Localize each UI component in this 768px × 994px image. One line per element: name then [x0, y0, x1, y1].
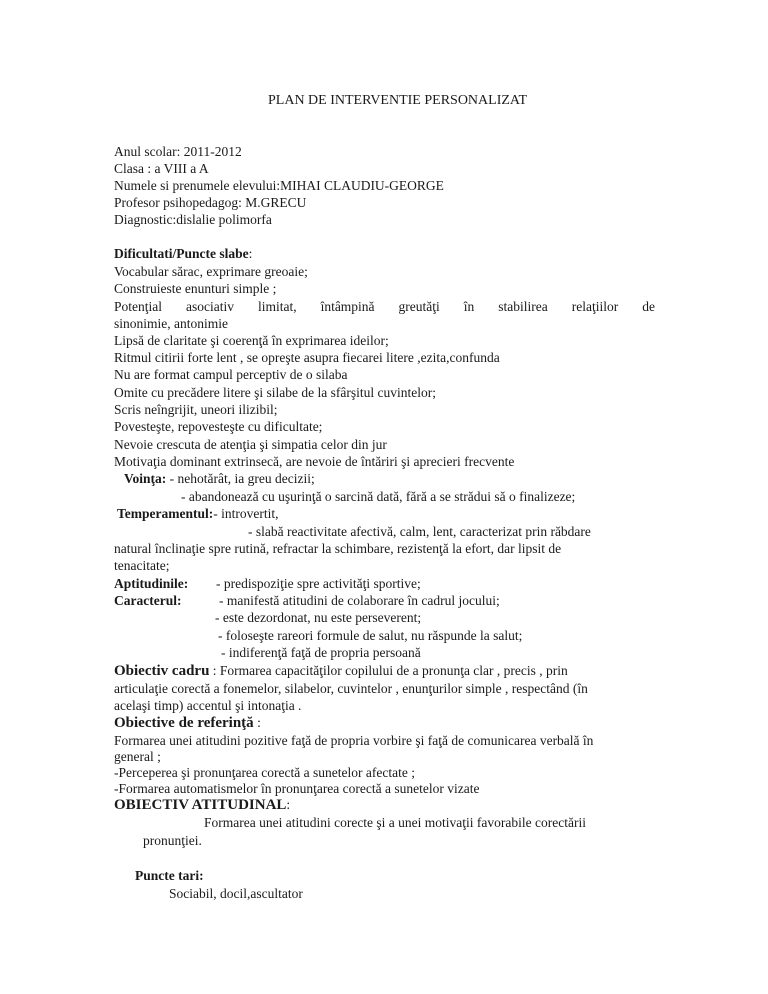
- aptitudini-text: - predispoziţie spre activităţi sportive;: [216, 576, 421, 591]
- obiective-referinta-label: Obiective de referinţă: [114, 715, 254, 731]
- difficulty-line: Omite cu precădere litere şi silabe de la sfârşitul cuvintelor;: [114, 385, 436, 400]
- obiectiv-atitudinal-label: OBIECTIV ATITUDINAL: [114, 797, 287, 813]
- obiectiv-cadru-line-1: : Formarea capacităţilor copilului de a pronunţa clar , precis , prin: [209, 663, 568, 678]
- obiectiv-cadru-row: [114, 663, 568, 679]
- student-name: Numele si prenumele elevului:MIHAI CLAUDIU-GEORGE: [114, 178, 444, 193]
- difficulty-line: Nevoie crescuta de atenţia şi simpatia celor din jur: [114, 437, 387, 452]
- difficulty-line: Vocabular sărac, exprimare greoaie;: [114, 264, 308, 279]
- difficulty-line: Scris neîngrijit, uneori ilizibil;: [114, 402, 278, 417]
- referinta-line: -Formarea automatismelor în pronunţarea corectă a sunetelor vizate: [114, 781, 480, 796]
- diagnosis: Diagnostic:dislalie polimorfa: [114, 212, 272, 227]
- justified-word: de: [642, 299, 655, 314]
- referinta-line: general ;: [114, 749, 161, 764]
- obiectiv-cadru-label: Obiectiv cadru: [114, 663, 210, 679]
- obiectiv-atitudinal-line-2: pronunţiei.: [143, 833, 202, 848]
- difficulty-line: Construieste enunturi simple ;: [114, 281, 277, 296]
- caracter-line: - este dezordonat, nu este perseverent;: [215, 610, 422, 625]
- vointa-line-1: - nehotărât, ia greu decizii;: [166, 471, 315, 486]
- referinta-line: Formarea unei atitudini pozitive faţă de propria vorbire şi faţă de comunicarea verbală în: [114, 733, 594, 748]
- temperament-line-1: - introvertit,: [213, 506, 279, 521]
- teacher-name: Profesor psihopedagog: M.GRECU: [114, 195, 307, 210]
- difficulty-line: Povesteşte, repovesteşte cu dificultate;: [114, 419, 323, 434]
- caracter-line: - manifestă atitudini de colaborare în cadrul jocului;: [219, 593, 500, 608]
- referinta-line: -Perceperea şi pronunţarea corectă a sunetelor afectate ;: [114, 765, 415, 780]
- aptitudini-label: Aptitudinile:: [114, 576, 189, 591]
- justified-word: în: [463, 299, 475, 314]
- vointa-line-2: - abandonează cu uşurinţă o sarcină dată, fără a se strădui să o finalizeze;: [181, 489, 576, 504]
- difficulty-line: Nu are format campul perceptiv de o silaba: [114, 367, 348, 382]
- justified-word: întâmpină: [320, 299, 375, 314]
- justified-word: asociativ: [185, 299, 234, 314]
- obiectiv-atitudinal-line-1: Formarea unei atitudini corecte şi a unei motivaţii favorabile corectării: [204, 815, 586, 830]
- difficulty-line: sinonimie, antonimie: [114, 316, 228, 331]
- temperament-row: [117, 506, 278, 522]
- difficulty-line: Motivaţia dominant extrinsecă, are nevoie de întăriri şi aprecieri frecvente: [114, 454, 515, 469]
- difficulty-line-justified: [114, 299, 655, 315]
- difficulties-heading: [114, 246, 252, 262]
- caracter-line: - indiferenţă faţă de propria persoană: [221, 645, 421, 660]
- obiectiv-atitudinal-colon: :: [286, 797, 291, 812]
- difficulty-line: Ritmul citirii forte lent , se opreşte asupra fiecarei litere ,ezita,confunda: [114, 350, 500, 365]
- difficulties-heading-label: Dificultati/Puncte slabe: [114, 246, 249, 261]
- caracter-label: Caracterul:: [114, 593, 182, 608]
- justified-word: stabilirea: [498, 299, 548, 314]
- school-year: Anul scolar: 2011-2012: [114, 144, 242, 159]
- temperament-line-4: tenacitate;: [114, 558, 170, 573]
- page-title: PLAN DE INTERVENTIE PERSONALIZAT: [268, 93, 528, 108]
- temperament-label: Temperamentul:: [117, 506, 214, 521]
- justified-word: limitat,: [257, 299, 297, 314]
- obiective-referinta-row: [114, 715, 261, 731]
- difficulties-heading-colon: :: [248, 246, 253, 261]
- puncte-tari-label: Puncte tari:: [135, 868, 204, 883]
- vointa-label: Voinţa:: [124, 471, 167, 486]
- difficulty-line: Lipsă de claritate şi coerenţă în exprimarea ideilor;: [114, 333, 389, 348]
- obiectiv-atitudinal-row: [114, 797, 290, 813]
- obiectiv-cadru-line-3: acelaşi timp) accentul şi intonaţia .: [114, 698, 302, 713]
- justified-word: relaţiilor: [571, 299, 619, 314]
- temperament-line-2: - slabă reactivitate afectivă, calm, lent, caracterizat prin răbdare: [248, 524, 591, 539]
- class-info: Clasa : a VIII a A: [114, 161, 209, 176]
- puncte-tari-text: Sociabil, docil,ascultator: [169, 886, 303, 901]
- justified-word: greutăţi: [398, 299, 440, 314]
- vointa-row: [124, 471, 315, 487]
- obiectiv-cadru-line-2: articulaţie corectă a fonemelor, silabelor, cuvintelor , enunţurilor simple , respectând (în: [114, 681, 588, 696]
- obiective-referinta-colon: :: [253, 715, 261, 730]
- justified-word: Potenţial: [114, 299, 162, 314]
- temperament-line-3: natural înclinaţie spre rutină, refractar la schimbare, rezistenţă la efort, dar lipsit de: [114, 541, 562, 556]
- caracter-line: - foloseşte rareori formule de salut, nu răspunde la salut;: [218, 628, 523, 643]
